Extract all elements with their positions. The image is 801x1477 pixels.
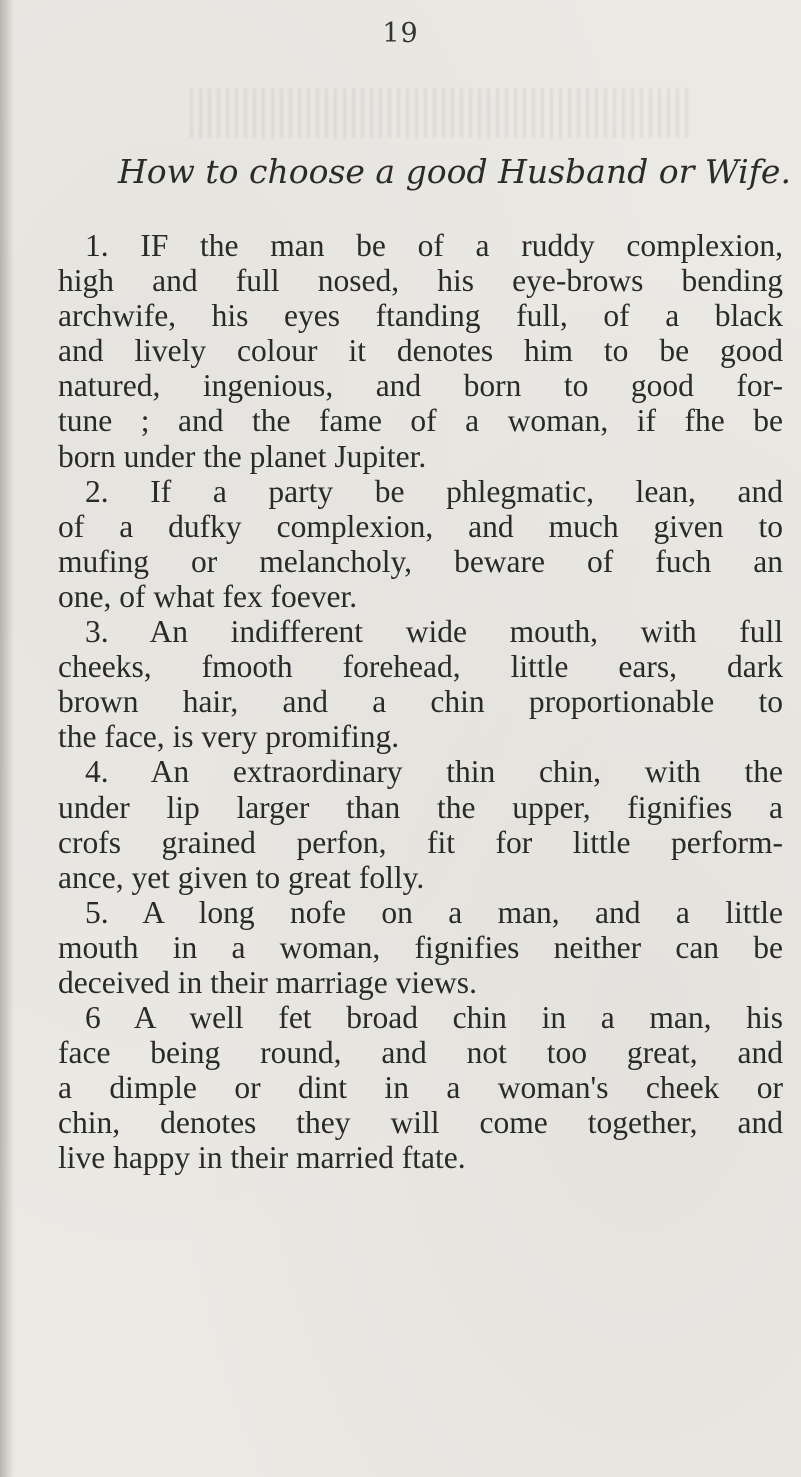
text-line: natured, ingenious, and born to good for- — [58, 368, 783, 404]
text-line: ance, yet given to great folly. — [58, 859, 425, 895]
body-text — [58, 228, 783, 1176]
text-line: of a dufky complexion, and much given to — [58, 508, 783, 544]
text-line: 1. IF the man be of a ruddy complexion, — [85, 228, 783, 263]
text-line: 2. If a party be phlegmatic, lean, and — [85, 473, 783, 509]
text-line: a dimple or dint in a woman's cheek or — [58, 1070, 783, 1106]
text-line: 4. An extraordinary thin chin, with the — [85, 754, 783, 790]
text-line: mufing or melancholy, beware of fuch an — [58, 543, 783, 579]
text-line: crofs grained perfon, fit for little perform- — [58, 824, 783, 860]
text-line: the face, is very promifing. — [58, 719, 400, 755]
text-line: 5. A long nofe on a man, and a little — [85, 894, 783, 930]
text-line: one, of what fex foever. — [58, 578, 358, 614]
text-line: face being round, and not too great, and — [58, 1035, 783, 1071]
text-line: archwife, his eyes ftanding full, of a black — [58, 298, 783, 334]
text-line: high and full nosed, his eye-brows bending — [58, 263, 783, 299]
text-line: born under the planet Jupiter. — [58, 438, 427, 474]
text-line: 6 A well fet broad chin in a man, his — [85, 1000, 783, 1036]
text-line: tune ; and the fame of a woman, if fhe be — [58, 403, 783, 439]
text-line: mouth in a woman, fignifies neither can be — [58, 929, 783, 965]
page-edge-shadow — [0, 0, 14, 1477]
text-line: 3. An indifferent wide mouth, with full — [85, 614, 783, 650]
show-through-text — [190, 88, 690, 138]
text-line: chin, denotes they will come together, and — [58, 1105, 783, 1141]
text-line: and lively colour it denotes him to be good — [58, 333, 783, 369]
text-line: brown hair, and a chin proportionable to — [58, 684, 783, 720]
text-line: under lip larger than the upper, fignifies a — [58, 789, 783, 825]
section-heading: How to choose a good Husband or Wife. — [118, 152, 791, 191]
text-line: cheeks, fmooth forehead, little ears, dark — [58, 649, 783, 685]
text-line: deceived in their marriage views. — [58, 964, 477, 1000]
page-number: 19 — [382, 18, 419, 49]
text-line: live happy in their married ftate. — [58, 1140, 466, 1176]
